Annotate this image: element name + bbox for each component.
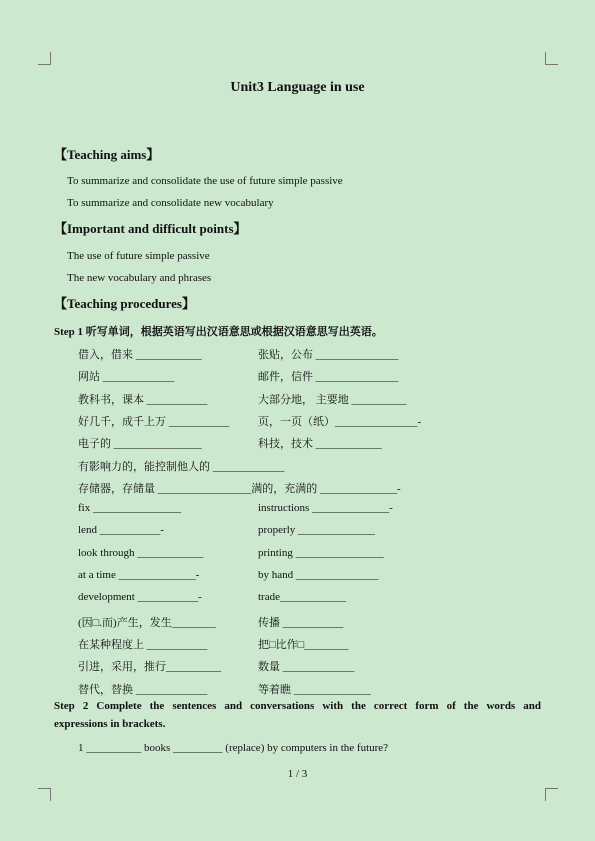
step2-label-line1: Step 2 Complete the sentences and conversations with the correct form of the words and — [54, 700, 541, 712]
vocab-item: 数量 _____________ — [258, 661, 355, 673]
vocab-item: 电子的 ________________ — [78, 438, 202, 450]
margin-mark-bottom-right — [545, 788, 558, 801]
vocab-item: 替代，替换 _____________ — [78, 684, 208, 696]
vocab-item: 把□比作□________ — [258, 639, 349, 651]
page-number: 1 / 3 — [287, 768, 308, 780]
vocab-item: 大部分地， 主要地 __________ — [258, 394, 407, 406]
vocab-item: by hand _______________ — [258, 569, 379, 581]
procedures-heading: 【Teaching procedures】 — [54, 296, 195, 311]
aim-line-1: To summarize and consolidate the use of future simple passive — [67, 175, 343, 187]
vocab-item: 教科书，课本 ___________ — [78, 394, 208, 406]
vocab-item: look through ____________ — [78, 547, 204, 559]
aim-line-2: To summarize and consolidate new vocabulary — [67, 197, 274, 209]
step2-question-1: 1 __________ books _________ (replace) by computers in the future? — [78, 742, 389, 754]
vocab-item: printing ________________ — [258, 547, 384, 559]
vocab-item: trade____________ — [258, 591, 346, 603]
margin-mark-top-right — [545, 52, 558, 65]
vocab-item: 存储器，存储量 _________________满的，充满的 ______________- — [78, 483, 401, 495]
vocab-item: 页，一页（纸）_______________- — [258, 416, 422, 428]
vocab-item: 有影响力的，能控制他人的 _____________ — [78, 461, 285, 473]
point-line-1: The use of future simple passive — [67, 250, 210, 262]
vocab-item: 网站 _____________ — [78, 371, 175, 383]
page-title: Unit3 Language in use — [230, 80, 365, 95]
point-line-2: The new vocabulary and phrases — [67, 272, 212, 284]
vocab-item: 传播 ___________ — [258, 617, 344, 629]
vocab-item: 好几千，成千上万 ___________ — [78, 416, 230, 428]
vocab-item: 张贴，公布 _______________ — [258, 349, 399, 361]
step2-label-line2: expressions in brackets. — [54, 718, 166, 730]
vocab-item: development ___________- — [78, 591, 202, 603]
vocab-item: 借入，借来 ____________ — [78, 349, 202, 361]
vocab-item: 等着瞧 ______________ — [258, 684, 371, 696]
margin-mark-bottom-left — [38, 788, 51, 801]
vocab-item: fix ________________ — [78, 502, 181, 514]
vocab-item: properly ______________ — [258, 524, 376, 536]
vocab-item: at a time ______________- — [78, 569, 200, 581]
vocab-item: 科技，技术 ____________ — [258, 438, 382, 450]
vocab-item: 在某种程度上 ___________ — [78, 639, 208, 651]
margin-mark-top-left — [38, 52, 51, 65]
points-heading: 【Important and difficult points】 — [54, 221, 247, 236]
vocab-item: (因□.而)产生，发生________ — [78, 617, 216, 629]
aims-heading: 【Teaching aims】 — [54, 147, 160, 162]
vocab-item: instructions ______________- — [258, 502, 393, 514]
vocab-item: lend ___________- — [78, 524, 164, 536]
step1-label: Step 1 听写单词，根据英语写出汉语意思或根据汉语意思写出英语。 — [54, 326, 383, 338]
vocab-item: 引进，采用，推行__________ — [78, 661, 221, 673]
vocab-item: 邮件，信件 _______________ — [258, 371, 399, 383]
